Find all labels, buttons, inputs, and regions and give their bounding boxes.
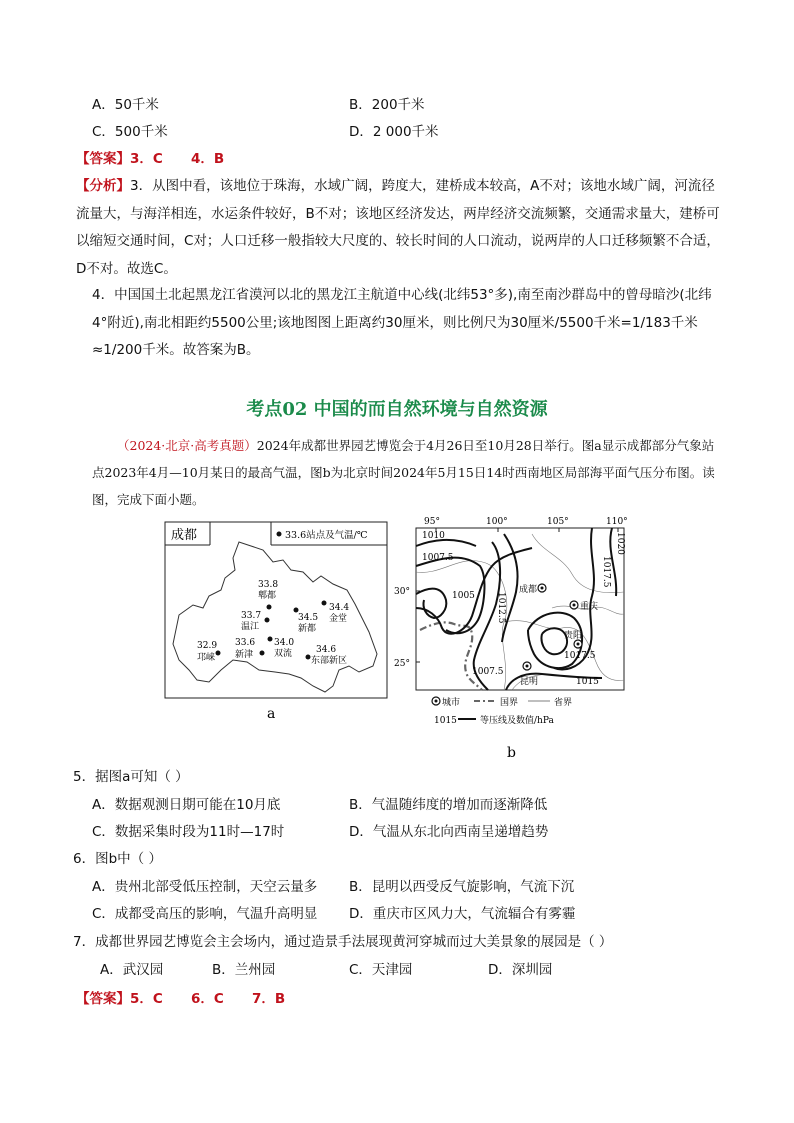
isobar-label-10075a: 1007.5 xyxy=(422,553,454,563)
station-dongbu-name: 东部新区 xyxy=(311,656,348,666)
station-wenjiang-value: 33.7 xyxy=(241,611,262,621)
legend-national: 国界 xyxy=(500,698,519,708)
q7-option-d: D．深圳园 xyxy=(488,962,553,978)
answer-text: 3．C 4．B xyxy=(130,151,225,167)
q7-option-a: A．武汉园 xyxy=(100,962,164,978)
isobar-label-1010: 1010 xyxy=(422,531,445,541)
answer-tag-2: 【答案】 xyxy=(76,991,130,1007)
section-title: 考点02 中国的而自然环境与自然资源 xyxy=(246,399,548,420)
q7-option-c: C．天津园 xyxy=(349,962,413,978)
lon-95: 95° xyxy=(424,517,440,527)
question-intro xyxy=(92,432,726,513)
legend-isobar-sample: 1015 xyxy=(434,716,457,726)
isobar-label-10175b: 1017.5 xyxy=(564,651,596,661)
lon-100: 100° xyxy=(486,517,508,527)
q7-stem: 7．成都世界园艺博览会主会场内，通过造景手法展现黄河穿城而过大美景象的展园是（ ） xyxy=(73,934,613,950)
q5-option-a: A．数据观测日期可能在10月底 xyxy=(92,797,281,813)
station-xindu-dot xyxy=(294,608,299,613)
answer-block-1 xyxy=(76,150,224,168)
city-kunming: 昆明 xyxy=(520,677,539,687)
intro-text: 2024年成都世界园艺博览会于4月26日至10月28日举行。图a显示成都部分气象站点2023年4月—10月某日的最高气温，图b为北京时间2024年5月15日14时西南地区局部海平面气压分布图。读图，完成下面小题。 xyxy=(92,438,715,507)
map-a-caption: a xyxy=(267,706,276,720)
station-dongbu-value: 34.6 xyxy=(316,645,337,655)
q6-stem: 6．图b中（ ） xyxy=(73,851,162,867)
map-a-legend-dot xyxy=(277,532,282,537)
q7-option-b: B．兰州园 xyxy=(212,962,276,978)
q5-stem: 5．据图a可知（ ） xyxy=(73,769,189,785)
map-a-legend: 33.6站点及气温/℃ xyxy=(285,530,368,541)
isobar-label-1015: 1015 xyxy=(576,677,599,687)
lat-25: 25° xyxy=(394,659,410,669)
station-shuangliu-value: 34.0 xyxy=(274,638,295,648)
lat-30: 30° xyxy=(394,587,410,597)
station-xindu-value: 34.5 xyxy=(298,613,319,623)
station-xindu-name: 新都 xyxy=(298,624,317,634)
station-qionglai-dot xyxy=(216,651,221,656)
intro-source: （2024·北京·高考真题） xyxy=(117,438,257,453)
analysis-p3-text: 3．从图中看，该地位于珠海，水域广阔，跨度大，建桥成本较高，A不对；该地水域广阔，河流径流量大，与海洋相连，水运条件较好，B不对；该地区经济发达，两岸经济交流频繁，交通需求量大，建桥可以缩短交通时间，C对；人口迁移一般指较大尺度的、较长时间的人口流动，说两岸的人口迁移频繁不合适，D不对。故选C。 xyxy=(76,178,720,277)
analysis-tag: 【分析】 xyxy=(76,178,130,194)
q5-option-c: C．数据采集时段为11时—17时 xyxy=(92,824,285,840)
answer-block-2 xyxy=(76,990,285,1008)
station-xinjin-name: 新津 xyxy=(235,650,254,660)
map-a xyxy=(163,520,393,720)
station-xinjin-dot xyxy=(260,651,265,656)
station-jintang-name: 金堂 xyxy=(329,614,348,624)
isobar-label-1020: 1020 xyxy=(615,532,625,555)
option-c-q4: C．500千米 xyxy=(92,124,168,140)
isobar-label-10175a: 1017.5 xyxy=(601,556,611,588)
city-guiyang: 贵阳 xyxy=(564,631,583,641)
lon-105: 105° xyxy=(547,517,569,527)
analysis-p4: 4．中国国土北起黑龙江省漠河以北的黑龙江主航道中心线(北纬53°多),南至南沙群岛中的曾母暗沙(北纬4°附近),南北相距约5500公里;该地图图上距离约30厘米，则比例尺为30厘米/5500千米=1/183千米≈1/200千米。故答案为B。 xyxy=(92,287,712,358)
station-pidu-name: 郫都 xyxy=(258,591,277,601)
answer-tag: 【答案】 xyxy=(76,151,130,167)
station-qionglai-value: 32.9 xyxy=(197,641,218,651)
station-pidu-value: 33.8 xyxy=(258,580,279,590)
station-wenjiang-dot xyxy=(265,618,270,623)
station-shuangliu-dot xyxy=(268,637,273,642)
map-b-caption: b xyxy=(507,745,516,761)
station-xinjin-value: 33.6 xyxy=(235,638,256,648)
city-chengdu: 成都 xyxy=(519,585,538,595)
lon-110: 110° xyxy=(606,517,628,527)
map-b-legend xyxy=(432,696,572,726)
legend-city: 城市 xyxy=(442,698,461,708)
analysis-p3 xyxy=(76,173,726,283)
station-jintang-dot xyxy=(322,601,327,606)
answer-text-2: 5．C 6．C 7．B xyxy=(130,991,286,1007)
station-pidu-dot xyxy=(267,605,272,610)
q6-option-c: C．成都受高压的影响，气温升高明显 xyxy=(92,906,318,922)
q6-option-d: D．重庆市区风力大，气流辐合有雾霾 xyxy=(349,906,576,922)
map-a-frame xyxy=(165,522,387,698)
station-dongbu-dot xyxy=(306,655,311,660)
legend-province: 省界 xyxy=(554,698,573,708)
station-jintang-value: 34.4 xyxy=(329,603,350,613)
station-shuangliu-name: 双流 xyxy=(274,649,293,659)
isobar-label-1005: 1005 xyxy=(452,591,475,601)
legend-isobar: 等压线及数值/hPa xyxy=(480,716,554,726)
option-b-q4: B．200千米 xyxy=(349,97,425,113)
q6-option-a: A．贵州北部受低压控制，天空云量多 xyxy=(92,879,318,895)
q5-option-b: B．气温随纬度的增加而逐渐降低 xyxy=(349,797,548,813)
option-d-q4: D．2 000千米 xyxy=(349,124,439,140)
station-qionglai-name: 邛崃 xyxy=(197,653,216,663)
isobar-label-10125: 1012.5 xyxy=(496,592,506,624)
q5-option-d: D．气温从东北向西南呈递增趋势 xyxy=(349,824,549,840)
map-a-title: 成都 xyxy=(171,528,198,543)
station-wenjiang-name: 温江 xyxy=(241,622,260,632)
option-a-q4: A．50千米 xyxy=(92,97,159,113)
q6-option-b: B．昆明以西受反气旋影响，气流下沉 xyxy=(349,879,575,895)
isobar-label-10075b: 1007.5 xyxy=(472,667,504,677)
city-chongqing: 重庆 xyxy=(580,602,599,612)
map-b xyxy=(392,512,644,762)
